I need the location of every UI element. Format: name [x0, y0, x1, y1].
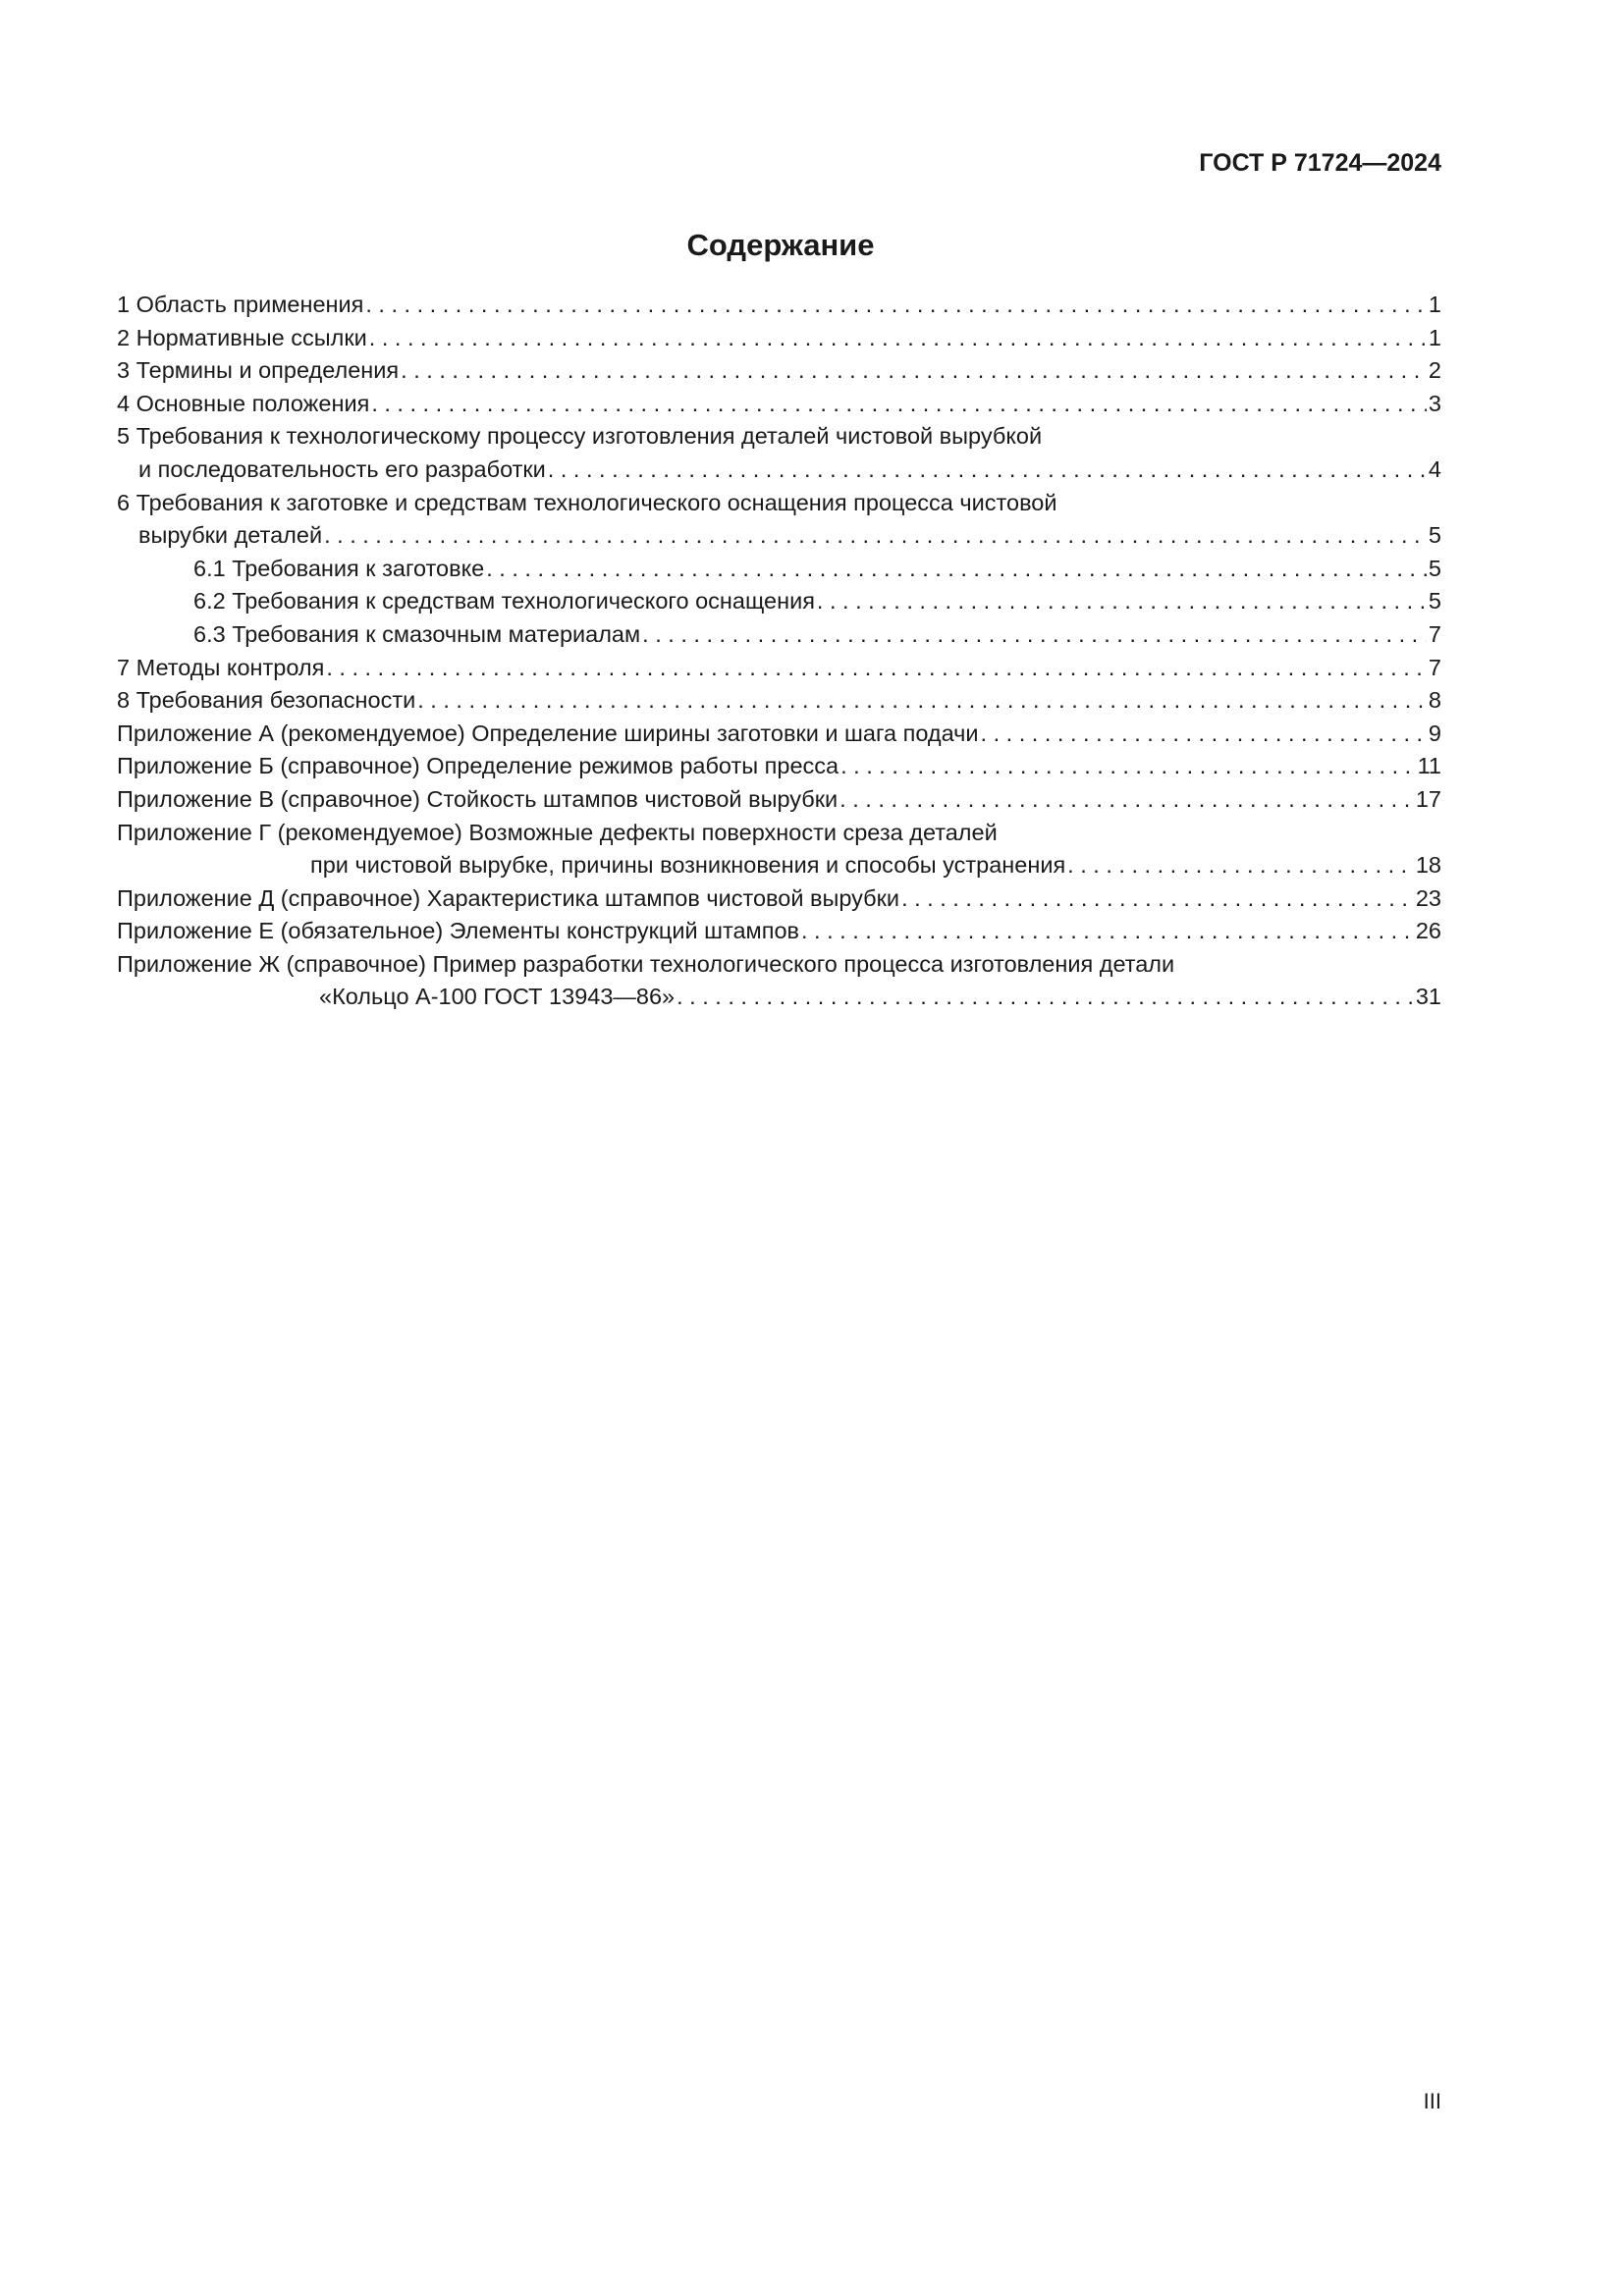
dot-leader — [324, 519, 1427, 553]
dot-leader — [486, 553, 1427, 586]
toc-page-number: 4 — [1428, 455, 1441, 482]
page-number: III — [1423, 2089, 1441, 2113]
dot-leader — [840, 750, 1416, 783]
document-code: ГОСТ Р 71724—2024 — [1199, 149, 1441, 177]
toc-entry-text: Приложение Б (справочное) Определение режимов работы пресса — [117, 753, 839, 779]
toc-entry[interactable] — [117, 487, 1441, 520]
toc-page-number: 7 — [1428, 654, 1441, 680]
toc-entry[interactable] — [117, 882, 1441, 916]
toc-page-number: 5 — [1428, 588, 1441, 614]
toc-entry-continuation[interactable] — [117, 519, 1441, 553]
toc-entry-text: Приложение Ж (справочное) Пример разработки технологического процесса изготовления детали — [117, 950, 1175, 977]
toc-entry-text: Приложение Д (справочное) Характеристика штампов чистовой вырубки — [117, 884, 900, 911]
toc-entry-text: 3 Термины и определения — [117, 357, 400, 384]
dot-leader — [369, 322, 1427, 355]
dot-leader — [371, 388, 1427, 421]
page-title: Содержание — [686, 228, 875, 262]
dot-leader — [365, 289, 1427, 322]
toc-page-number: 3 — [1428, 390, 1441, 416]
toc-entry-text: 7 Методы контроля — [117, 654, 325, 680]
toc-page-number: 18 — [1415, 852, 1441, 879]
toc-entry-text: вырубки деталей — [138, 522, 323, 549]
toc-subentry[interactable] — [117, 585, 1441, 618]
toc-page-number: 5 — [1428, 555, 1441, 581]
toc-page-number: 11 — [1417, 753, 1441, 779]
toc-page-number: 1 — [1428, 292, 1441, 317]
toc-subentry[interactable] — [117, 553, 1441, 586]
toc-page-number: 31 — [1415, 984, 1441, 1010]
dot-leader — [801, 915, 1414, 948]
toc-entry-text: 2 Нормативные ссылки — [117, 324, 367, 350]
toc-entry-text: при чистовой вырубке, причины возникновения и способы устранения — [310, 852, 1066, 879]
toc-page-number: 1 — [1428, 324, 1441, 350]
toc-page-number: 2 — [1428, 357, 1441, 384]
dot-leader — [642, 618, 1427, 652]
toc-entry[interactable] — [117, 948, 1441, 982]
toc-entry[interactable] — [117, 915, 1441, 948]
toc-entry[interactable] — [117, 750, 1441, 783]
toc-entry-continuation[interactable] — [117, 454, 1441, 487]
toc-entry-text: 1 Область применения — [117, 292, 364, 317]
toc-entry-text: 8 Требования безопасности — [117, 687, 416, 714]
toc-entry-continuation[interactable] — [117, 981, 1441, 1014]
toc-entry[interactable] — [117, 684, 1441, 718]
toc-entry[interactable] — [117, 354, 1441, 388]
toc-entry[interactable] — [117, 652, 1441, 685]
toc-page-number: 7 — [1428, 620, 1441, 647]
toc-page-number: 23 — [1415, 884, 1441, 911]
toc-entry-text: 6.3 Требования к смазочным материалам — [193, 620, 641, 647]
toc-entry-text: 4 Основные положения — [117, 390, 370, 416]
dot-leader — [1067, 849, 1414, 882]
toc-page-number: 17 — [1415, 785, 1441, 812]
toc-subentry[interactable] — [117, 618, 1441, 652]
dot-leader — [401, 354, 1427, 388]
dot-leader — [839, 783, 1414, 817]
toc-entry-text: «Кольцо А-100 ГОСТ 13943—86» — [319, 984, 676, 1010]
toc-entry[interactable] — [117, 289, 1441, 322]
toc-entry-text: Приложение А (рекомендуемое) Определение ширины заготовки и шага подачи — [117, 720, 979, 746]
toc-entry[interactable] — [117, 388, 1441, 421]
toc-entry-text: 6.1 Требования к заготовке — [193, 555, 485, 581]
toc-page-number: 26 — [1415, 918, 1441, 944]
toc-entry[interactable] — [117, 718, 1441, 751]
toc-entry-text: Приложение Е (обязательное) Элементы конструкций штампов — [117, 918, 799, 944]
dot-leader — [817, 585, 1427, 618]
toc-entry[interactable] — [117, 783, 1441, 817]
toc-entry[interactable] — [117, 420, 1441, 454]
dot-leader — [981, 718, 1427, 751]
dot-leader — [901, 882, 1414, 916]
toc-entry-text: 5 Требования к технологическому процессу изготовления деталей чистовой вырубкой — [117, 423, 1043, 450]
toc-entry-text: 6.2 Требования к средствам технологического оснащения — [193, 588, 815, 614]
dot-leader — [677, 981, 1414, 1014]
toc-page-number: 5 — [1428, 522, 1441, 549]
toc-entry-text: 6 Требования к заготовке и средствам технологического оснащения процесса чистовой — [117, 489, 1057, 515]
dot-leader — [417, 684, 1427, 718]
dot-leader — [326, 652, 1427, 685]
table-of-contents — [117, 289, 1441, 1014]
toc-page-number: 9 — [1428, 720, 1441, 746]
toc-entry[interactable] — [117, 817, 1441, 850]
toc-entry-text: Приложение В (справочное) Стойкость штампов чистовой вырубки — [117, 785, 839, 812]
dot-leader — [548, 454, 1427, 487]
toc-entry-continuation[interactable] — [117, 849, 1441, 882]
toc-entry-text: и последовательность его разработки — [138, 455, 546, 482]
toc-entry[interactable] — [117, 322, 1441, 355]
toc-page-number: 8 — [1428, 687, 1441, 714]
toc-entry-text: Приложение Г (рекомендуемое) Возможные дефекты поверхности среза деталей — [117, 819, 998, 845]
